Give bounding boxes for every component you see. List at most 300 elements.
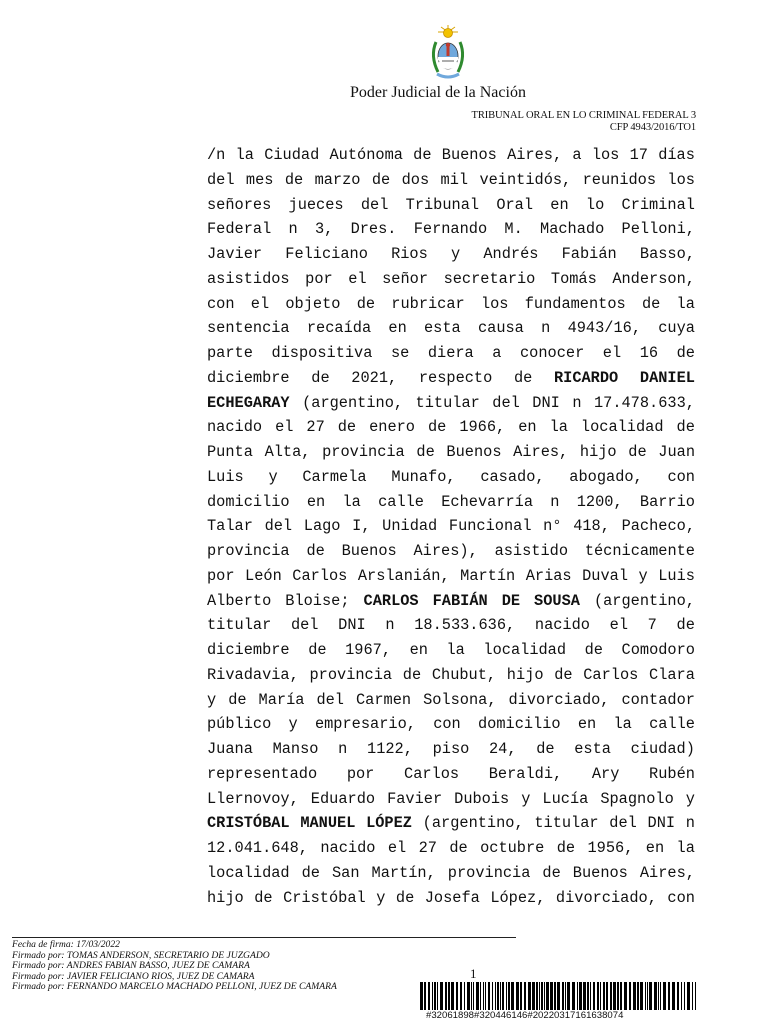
word: Comodoro bbox=[621, 641, 695, 659]
text-line bbox=[207, 193, 695, 218]
word: DNI bbox=[338, 616, 366, 635]
barcode-bar bbox=[577, 982, 578, 1010]
text-line bbox=[207, 737, 695, 762]
word: n bbox=[572, 393, 582, 412]
word: de bbox=[311, 368, 330, 387]
barcode-bar bbox=[672, 982, 675, 1010]
word: ciudad) bbox=[630, 740, 695, 758]
barcode-bar bbox=[600, 982, 601, 1010]
word: Funcional bbox=[448, 517, 532, 536]
word: del bbox=[316, 690, 344, 709]
text-line bbox=[207, 663, 695, 688]
word: Carmela bbox=[302, 467, 367, 486]
barcode-bar bbox=[451, 982, 454, 1010]
word: lo bbox=[585, 195, 605, 214]
barcode-bar bbox=[620, 982, 622, 1010]
bold-word: RICARDO bbox=[553, 368, 619, 387]
signature-line: Firmado por: FERNANDO MARCELO MACHADO PELLONI, JUEZ DE CAMARA bbox=[12, 981, 337, 993]
word: de bbox=[416, 443, 435, 461]
word: sentencia bbox=[207, 319, 290, 338]
word: con bbox=[433, 715, 461, 734]
barcode-bar bbox=[500, 982, 501, 1010]
barcode-bar bbox=[516, 982, 519, 1010]
case-header bbox=[472, 110, 696, 134]
word: 17.478.633, bbox=[593, 393, 695, 412]
word: asistidos bbox=[207, 269, 290, 288]
word: por bbox=[346, 764, 375, 783]
word: Fernando bbox=[413, 220, 488, 239]
barcode-bar bbox=[629, 982, 631, 1010]
word: Carlos bbox=[583, 665, 639, 684]
word: (argentino, bbox=[302, 393, 404, 412]
word: 1956, bbox=[587, 839, 634, 857]
word: Bloise; bbox=[285, 591, 350, 610]
barcode-bar bbox=[434, 982, 436, 1010]
word: de bbox=[413, 146, 432, 164]
word: de bbox=[536, 740, 555, 758]
word: 17 bbox=[629, 146, 648, 164]
signature-line: Firmado por: ANDRES FABIAN BASSO, JUEZ DE CAMARA bbox=[12, 960, 250, 972]
word: Alberto bbox=[207, 591, 272, 610]
word: en bbox=[577, 715, 597, 734]
barcode-bar bbox=[677, 982, 679, 1010]
barcode-bar bbox=[437, 982, 438, 1010]
barcode-bar bbox=[583, 982, 586, 1010]
word: Luis bbox=[207, 467, 244, 486]
word: de bbox=[676, 344, 695, 362]
word: de bbox=[542, 863, 561, 882]
word: María bbox=[258, 690, 305, 709]
word: respecto bbox=[418, 368, 493, 387]
word: titular bbox=[534, 814, 599, 833]
barcode-bar bbox=[432, 982, 433, 1010]
word: localidad bbox=[483, 641, 567, 659]
barcode-bar bbox=[544, 982, 545, 1010]
word: representado bbox=[207, 764, 318, 783]
word: fundamentos bbox=[524, 294, 626, 313]
word: de bbox=[228, 690, 247, 709]
word: Beraldi, bbox=[488, 764, 563, 783]
word: Lucía bbox=[542, 789, 589, 808]
word: hijo bbox=[506, 665, 544, 684]
word: el bbox=[275, 418, 294, 437]
word: Juan bbox=[658, 443, 695, 461]
word: de bbox=[556, 839, 576, 857]
text-line bbox=[207, 440, 695, 465]
word: I, bbox=[352, 517, 371, 536]
barcode-bar bbox=[645, 982, 646, 1010]
barcode-bar bbox=[546, 982, 549, 1010]
word: 1122, bbox=[367, 740, 413, 758]
barcode-bar bbox=[467, 982, 470, 1010]
barcode-bar bbox=[536, 982, 538, 1010]
word: provincia bbox=[207, 542, 290, 560]
word: y bbox=[207, 690, 217, 709]
barcode-bar bbox=[637, 982, 639, 1010]
word: Aires), bbox=[413, 542, 478, 560]
word: León bbox=[245, 566, 282, 585]
barcode-bar bbox=[420, 982, 423, 1010]
word: Andrés bbox=[483, 245, 539, 263]
word: provincia bbox=[447, 863, 531, 882]
word: marzo bbox=[314, 170, 361, 189]
word: 2021, bbox=[351, 368, 398, 387]
bold-word: FABIÁN bbox=[432, 591, 488, 610]
word: por bbox=[207, 566, 235, 585]
word: veintidós, bbox=[479, 170, 572, 189]
word: divorciado, bbox=[508, 690, 610, 709]
barcode-bar bbox=[597, 982, 599, 1010]
barcode-bar bbox=[658, 982, 659, 1010]
word: de bbox=[308, 641, 327, 659]
word: de bbox=[371, 170, 391, 189]
coat-of-arms-icon bbox=[428, 24, 468, 82]
barcode-bar bbox=[692, 982, 693, 1010]
signature-date: Fecha de firma: 17/03/2022 bbox=[12, 939, 120, 950]
word: Martín bbox=[460, 566, 516, 585]
word: y bbox=[521, 789, 531, 808]
text-line bbox=[207, 341, 695, 366]
barcode-bar bbox=[654, 982, 657, 1010]
word: en bbox=[645, 839, 665, 857]
barcode-bar bbox=[524, 982, 526, 1010]
word: Clara bbox=[649, 665, 695, 684]
barcode-bar bbox=[649, 982, 652, 1010]
text-line bbox=[207, 613, 695, 638]
text-line bbox=[207, 391, 695, 416]
word: localidad bbox=[580, 418, 664, 437]
word: Buenos bbox=[341, 542, 397, 560]
word: Martín, bbox=[371, 863, 436, 882]
word: reunidos bbox=[582, 170, 657, 189]
text-line bbox=[207, 861, 695, 886]
word: Solsona, bbox=[423, 690, 497, 709]
text-line bbox=[207, 267, 695, 292]
barcode-bar bbox=[480, 982, 481, 1010]
barcode-bar bbox=[471, 982, 472, 1010]
word: Pacheco, bbox=[621, 517, 695, 536]
word: de bbox=[395, 888, 415, 907]
word: de bbox=[402, 665, 422, 684]
word: Aires, bbox=[507, 146, 563, 164]
word: 4943/16, bbox=[567, 319, 641, 338]
word: 1200, bbox=[576, 492, 623, 511]
word: octubre bbox=[480, 839, 545, 857]
word: Rios bbox=[391, 245, 428, 263]
word: con bbox=[667, 467, 695, 486]
word: la bbox=[676, 294, 695, 313]
barcode-bar bbox=[684, 982, 685, 1010]
word: en bbox=[550, 195, 569, 214]
word: n bbox=[685, 814, 695, 833]
word: del bbox=[264, 517, 293, 536]
word: de bbox=[337, 418, 357, 437]
word: hijo bbox=[579, 443, 617, 461]
bold-word: SOUSA bbox=[534, 591, 580, 610]
text-line bbox=[207, 292, 695, 317]
word: Federal bbox=[207, 220, 272, 239]
signature-block bbox=[12, 940, 337, 993]
word: 1966, bbox=[459, 418, 506, 437]
word: Dres. bbox=[350, 220, 397, 239]
word: calle bbox=[649, 715, 695, 734]
case-reference: CFP 4943/2016/TO1 bbox=[609, 122, 696, 133]
word: Echevarría bbox=[441, 492, 534, 511]
barcode-bar bbox=[562, 982, 564, 1010]
text-line bbox=[207, 366, 695, 391]
bold-word: MANUEL bbox=[300, 814, 356, 833]
word: del bbox=[360, 195, 389, 214]
word: 27 bbox=[306, 418, 325, 437]
word: de bbox=[554, 665, 573, 684]
word: Criminal bbox=[621, 195, 695, 214]
word: n bbox=[541, 319, 551, 338]
word: 1967, bbox=[345, 641, 392, 659]
word: objeto bbox=[285, 294, 341, 313]
word: domicilio bbox=[207, 492, 290, 511]
word: piso bbox=[432, 740, 470, 758]
barcode-bar bbox=[554, 982, 556, 1010]
word: dos bbox=[401, 170, 430, 189]
barcode-bar bbox=[460, 982, 462, 1010]
barcode-bar bbox=[497, 982, 499, 1010]
word: Pelloni, bbox=[621, 220, 695, 239]
word: de bbox=[449, 839, 468, 857]
barcode-bar bbox=[624, 982, 627, 1010]
word: y bbox=[268, 467, 278, 486]
word: en bbox=[409, 641, 428, 659]
word: señor bbox=[382, 269, 429, 288]
word: en bbox=[306, 492, 326, 511]
text-line bbox=[207, 811, 695, 836]
document-body bbox=[207, 143, 695, 910]
word: Rubén bbox=[649, 764, 695, 783]
barcode-bar bbox=[541, 982, 543, 1010]
word: Cristóbal bbox=[283, 888, 366, 907]
word: 7 bbox=[647, 616, 657, 635]
tribunal-name: TRIBUNAL ORAL EN LO CRIMINAL FEDERAL 3 bbox=[471, 110, 696, 121]
barcode-bar bbox=[456, 982, 458, 1010]
barcode-icon bbox=[420, 982, 696, 1010]
word: hijo bbox=[207, 888, 244, 907]
word: con bbox=[667, 888, 695, 907]
word: Unidad bbox=[382, 517, 438, 536]
word: Lago bbox=[303, 517, 341, 536]
word: asistido bbox=[494, 542, 569, 560]
word: en bbox=[388, 319, 407, 338]
barcode-bar bbox=[539, 982, 540, 1010]
word: de bbox=[641, 294, 661, 313]
word: n° bbox=[543, 517, 562, 536]
bold-word: CARLOS bbox=[363, 591, 419, 610]
word: en bbox=[518, 418, 537, 437]
barcode-bar bbox=[565, 982, 566, 1010]
barcode-bar bbox=[681, 982, 682, 1010]
barcode-bar bbox=[528, 982, 531, 1010]
text-line bbox=[207, 539, 695, 564]
word: se bbox=[390, 344, 410, 362]
word: López, bbox=[490, 888, 546, 907]
barcode-bar bbox=[567, 982, 570, 1010]
word: Machado bbox=[540, 220, 605, 239]
word: conocer bbox=[520, 344, 585, 362]
word: Arslanián, bbox=[357, 566, 450, 585]
barcode-bar bbox=[506, 982, 507, 1010]
word: Luis bbox=[658, 566, 695, 585]
page-number: 1 bbox=[470, 966, 477, 981]
word: DNI bbox=[532, 393, 560, 412]
text-line bbox=[207, 143, 695, 168]
word: Carlos bbox=[404, 764, 460, 783]
signature-line: Firmado por: JAVIER FELICIANO RIOS, JUEZ DE CAMARA bbox=[12, 970, 255, 982]
barcode-bar bbox=[448, 982, 450, 1010]
barcode-bar bbox=[476, 982, 479, 1010]
word: contador bbox=[621, 690, 695, 709]
barcode-bar bbox=[557, 982, 560, 1010]
word: y bbox=[376, 888, 386, 907]
word: de bbox=[254, 888, 273, 907]
word: el bbox=[250, 294, 270, 313]
word: Tomás bbox=[550, 269, 597, 288]
word: Josefa bbox=[424, 888, 480, 907]
word: los bbox=[591, 146, 620, 164]
word: Ary bbox=[591, 764, 620, 783]
barcode-bar bbox=[511, 982, 514, 1010]
word: Buenos bbox=[572, 863, 628, 882]
word: señores bbox=[207, 195, 272, 214]
barcode-bar bbox=[502, 982, 504, 1010]
word: la bbox=[342, 492, 361, 511]
word: San bbox=[331, 863, 360, 882]
word: de bbox=[628, 443, 647, 461]
word: mes bbox=[245, 170, 274, 189]
word: Anderson, bbox=[612, 269, 695, 288]
text-line bbox=[207, 316, 695, 341]
word: diciembre bbox=[207, 368, 290, 387]
word: enero bbox=[369, 418, 415, 437]
word: Eduardo bbox=[310, 789, 376, 808]
word: /n bbox=[207, 146, 226, 164]
barcode-bar bbox=[473, 982, 474, 1010]
word: a bbox=[492, 344, 502, 362]
bold-word: LÓPEZ bbox=[366, 814, 412, 833]
text-line bbox=[207, 886, 695, 911]
word: por bbox=[305, 269, 333, 288]
text-line bbox=[207, 787, 695, 812]
word: n bbox=[550, 492, 560, 511]
word: Favier bbox=[387, 789, 443, 808]
word: jueces bbox=[288, 195, 344, 214]
barcode-bar bbox=[593, 982, 595, 1010]
barcode-bar bbox=[424, 982, 426, 1010]
text-line bbox=[207, 688, 695, 713]
word: de bbox=[356, 294, 376, 313]
word: de bbox=[676, 418, 695, 437]
word: de bbox=[306, 542, 325, 560]
word: la bbox=[446, 641, 465, 659]
word: (argentino, bbox=[593, 591, 695, 610]
barcode-bar bbox=[668, 982, 670, 1010]
word: y bbox=[638, 566, 648, 585]
word: titular bbox=[207, 616, 272, 635]
word: técnicamente bbox=[584, 542, 695, 560]
word: y bbox=[685, 789, 695, 808]
word: Basso, bbox=[639, 245, 695, 263]
word: parte bbox=[207, 344, 253, 362]
word: Arias bbox=[525, 566, 572, 585]
word: Alta, bbox=[264, 443, 311, 461]
barcode-bar bbox=[695, 982, 696, 1010]
barcode-bar bbox=[572, 982, 575, 1010]
word: casado, bbox=[480, 467, 545, 486]
word: Barrio bbox=[639, 492, 695, 511]
word: Aires, bbox=[513, 443, 569, 461]
word: localidad bbox=[207, 863, 290, 882]
word: Buenos bbox=[446, 443, 502, 461]
word: calle bbox=[378, 492, 424, 511]
text-line bbox=[207, 217, 695, 242]
barcode-bar bbox=[663, 982, 666, 1010]
word: diciembre bbox=[207, 641, 290, 659]
word: Ciudad bbox=[264, 146, 320, 164]
signature-line: Firmado por: TOMAS ANDERSON, SECRETARIO DE JUZGADO bbox=[12, 949, 270, 961]
word: dispositiva bbox=[271, 344, 373, 362]
word: Autónoma bbox=[329, 146, 403, 164]
barcode-bar bbox=[492, 982, 493, 1010]
word: Buenos bbox=[441, 146, 497, 164]
barcode-number: #32061898#320446146#20220317161638074 bbox=[426, 1010, 624, 1021]
word: nacido bbox=[534, 616, 590, 635]
barcode-bar bbox=[633, 982, 636, 1010]
barcode-bar bbox=[520, 982, 522, 1010]
word: días bbox=[658, 146, 695, 164]
barcode-bar bbox=[590, 982, 591, 1010]
word: (argentino, bbox=[422, 814, 524, 833]
word: nacido bbox=[207, 418, 263, 437]
text-line bbox=[207, 490, 695, 515]
text-line bbox=[207, 638, 695, 663]
text-line bbox=[207, 836, 695, 861]
bold-word: DANIEL bbox=[639, 368, 695, 387]
word: y bbox=[450, 245, 461, 263]
barcode-bar bbox=[660, 982, 661, 1010]
word: del bbox=[290, 616, 319, 635]
barcode-bar bbox=[617, 982, 619, 1010]
barcode-bar bbox=[647, 982, 648, 1010]
word: 18.533.636, bbox=[414, 616, 516, 635]
word: de bbox=[584, 641, 603, 659]
barcode-bar bbox=[464, 982, 465, 1010]
word: esta bbox=[424, 319, 461, 338]
barcode-bar bbox=[508, 982, 510, 1010]
word: Dubois bbox=[454, 789, 510, 808]
word: a bbox=[572, 146, 582, 164]
word: los bbox=[667, 170, 695, 189]
word: el bbox=[387, 839, 407, 857]
word: de bbox=[301, 863, 320, 882]
word: de bbox=[676, 616, 695, 635]
barcode-bar bbox=[640, 982, 643, 1010]
word: causa bbox=[477, 319, 524, 338]
word: con bbox=[207, 294, 235, 313]
word: diera bbox=[427, 344, 474, 362]
word: Juana bbox=[207, 740, 253, 758]
word: cuya bbox=[658, 319, 695, 338]
barcode-bar bbox=[440, 982, 443, 1010]
word: Chubut, bbox=[431, 665, 497, 684]
word: M. bbox=[504, 220, 523, 239]
word: Spagnolo bbox=[600, 789, 674, 808]
